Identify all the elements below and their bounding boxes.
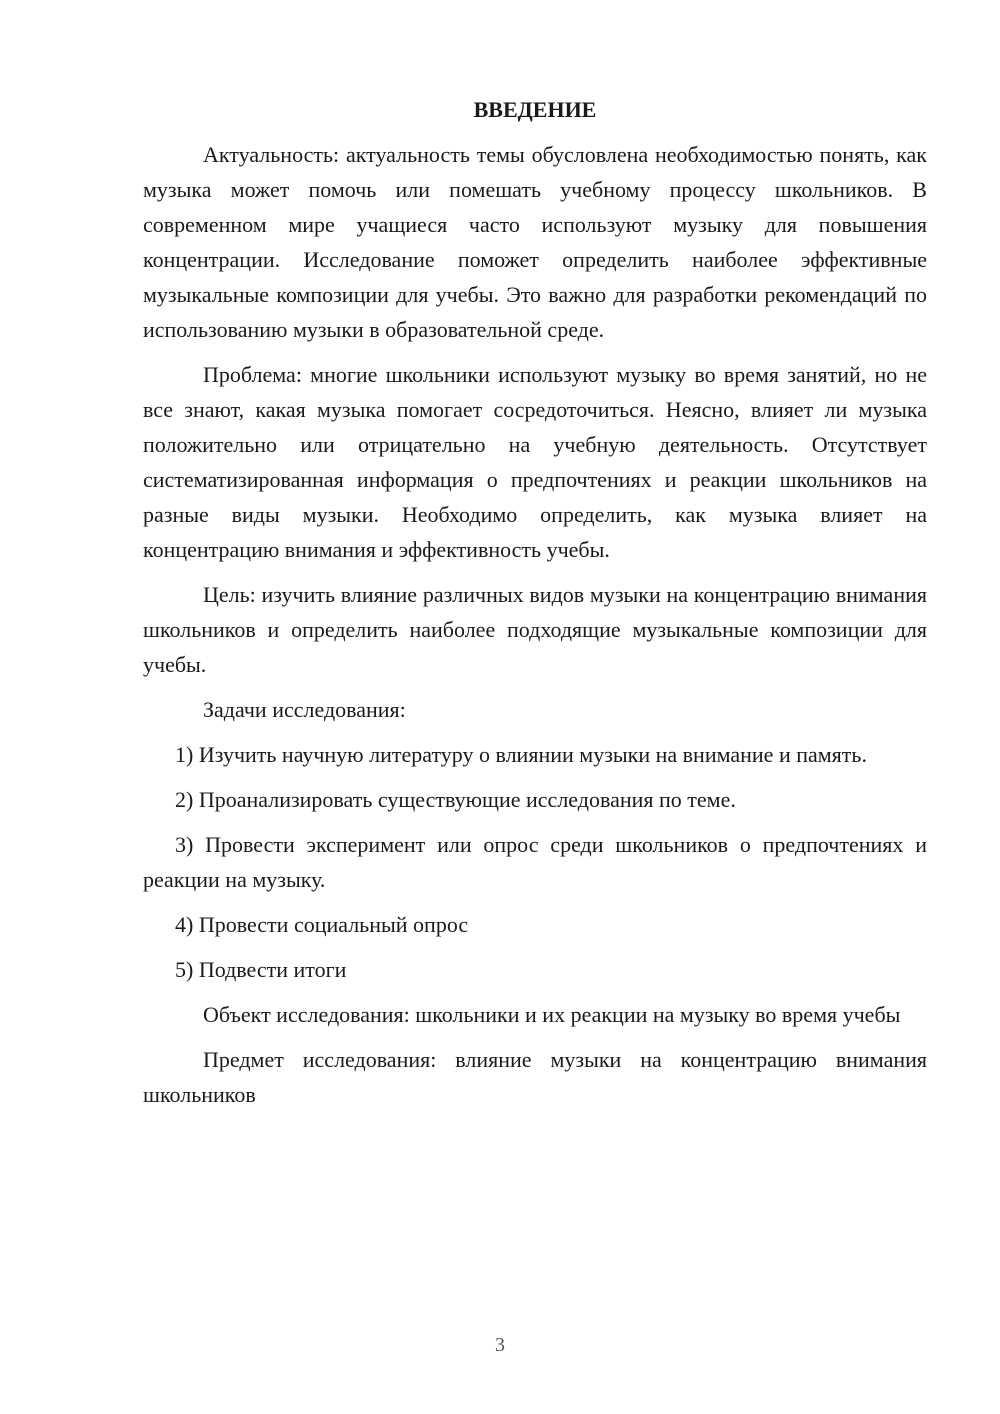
goal-paragraph: Цель: изучить влияние различных видов музыки на концентрацию внимания школьников и определить наиболее подходящие музыкальные композиции для учебы. [143, 582, 927, 677]
task-item-5: 5) Подвести итоги [175, 957, 347, 982]
page-number: 3 [495, 1334, 505, 1356]
tasks-heading: Задачи исследования: [203, 697, 406, 722]
subject-paragraph: Предмет исследования: влияние музыки на концентрацию внимания школьников [143, 1047, 927, 1107]
problem-paragraph: Проблема: многие школьники используют музыку во время занятий, но не все знают, какая музыка помогает сосредоточиться. Неясно, влияет ли музыка положительно или отрицательно на учебную деятельность. Отсутствует систематизированная информация о предпочтениях и реакции школьников на разные виды музыки. Необходимо определить, как музыка влияет на концентрацию внимания и эффективность учебы. [143, 362, 927, 562]
task-item-1: 1) Изучить научную литературу о влиянии музыки на внимание и память. [175, 742, 867, 767]
section-title: ВВЕДЕНИЕ [473, 97, 597, 122]
object-paragraph: Объект исследования: школьники и их реакции на музыку во время учебы [203, 1002, 901, 1027]
task-item-4: 4) Провести социальный опрос [175, 912, 469, 937]
task-item-2: 2) Проанализировать существующие исследования по теме. [175, 787, 736, 812]
page-content [143, 92, 927, 1122]
task-item-3: 3) Провести эксперимент или опрос среди школьников о предпочтениях и реакции на музыку. [143, 832, 927, 892]
relevance-paragraph: Актуальность: актуальность темы обусловлена необходимостью понять, как музыка может помочь или помешать учебному процессу школьников. В современном мире учащиеся часто используют музыку для повышения концентрации. Исследование поможет определить наиболее эффективные музыкальные композиции для учебы. Это важно для разработки рекомендаций по использованию музыки в образовательной среде. [143, 142, 927, 342]
